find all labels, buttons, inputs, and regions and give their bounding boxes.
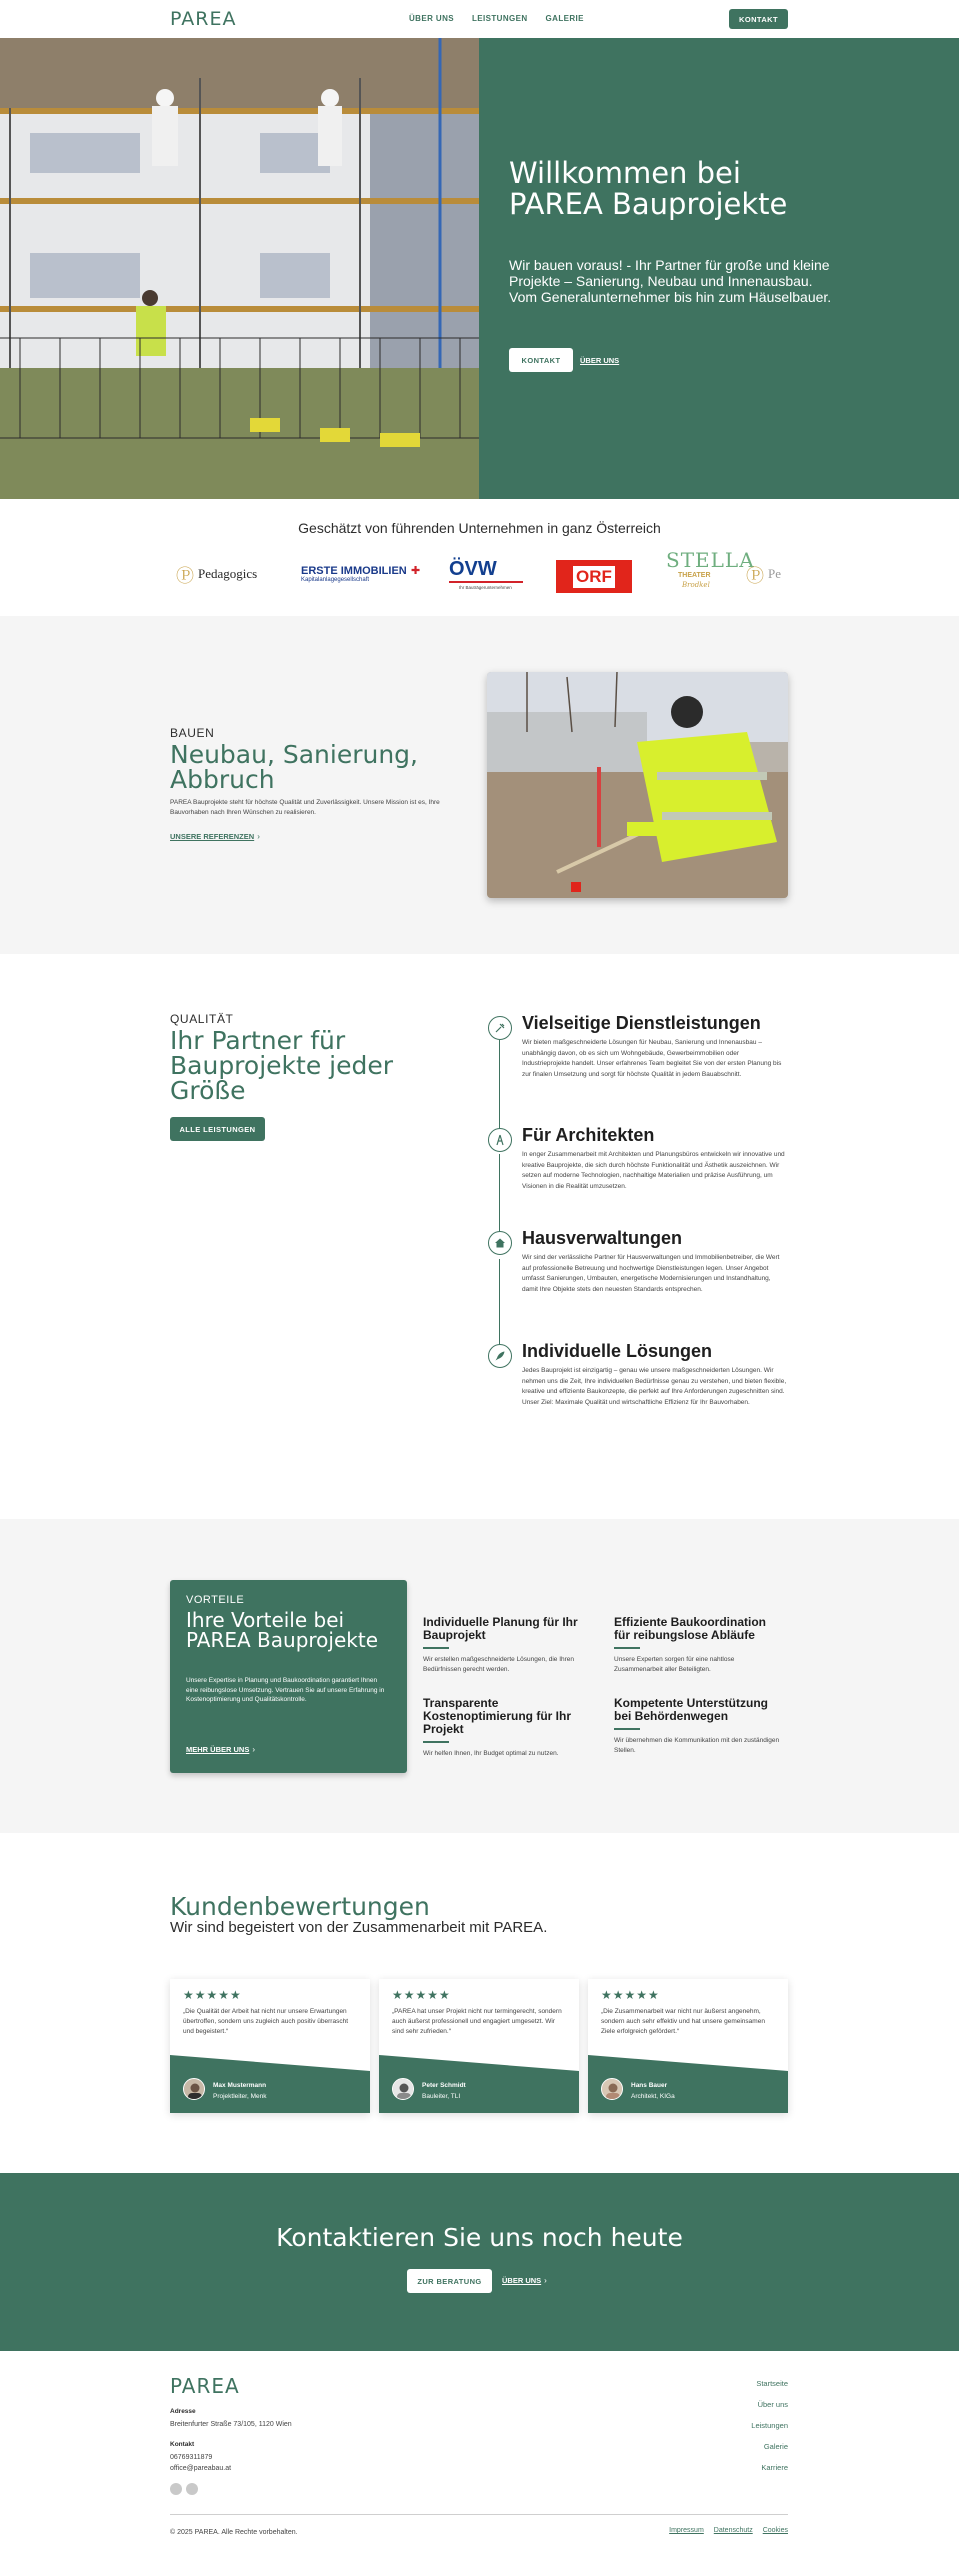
stella-subline: THEATER (678, 572, 711, 579)
stella-script: Brodkel (682, 581, 710, 589)
partner-logo-strip (170, 545, 788, 605)
nav-kontakt-button[interactable]: KONTAKT (729, 9, 788, 29)
vorteil-text: Wir erstellen maßgeschneiderte Lösungen, die Ihren Bedürfnissen gerecht werden. (423, 1656, 575, 1673)
instagram-icon[interactable] (186, 2483, 198, 2495)
zur-beratung-button[interactable]: ZUR BERATUNG (407, 2269, 492, 2293)
review-text: „Die Zusammenarbeit war nicht nur äußerst angenehm, sondern auch sehr effektiv und hat unsere gemeinsamen Ziele erfolgreich gefördert.“ (601, 2008, 765, 2035)
vorteile-text: Unsere Expertise in Planung und Baukoordination garantiert Ihnen eine reibungslose Umsetzung. Vertrauen Sie auf unsere Erfahrung in Kostenoptimierung und Qualitätskontrolle. (186, 1677, 385, 1703)
pedagogics-mark-icon: Ⓟ (746, 566, 764, 587)
timeline-item (488, 1341, 788, 1451)
hero-ueber-uns-link[interactable]: ÜBER UNS (580, 356, 620, 365)
timeline-item (488, 1013, 788, 1113)
hero-image-scaffolding (0, 38, 479, 499)
bauen-eyebrow: BAUEN (170, 726, 215, 740)
hero-title: Willkommen bei PAREA Bauprojekte (509, 156, 788, 221)
timeline-text: Wir sind der verlässliche Partner für Hausverwaltungen und Immobilienbetreiber, die Wert auf professionelle Betreuung und hochwertige Dienstleistungen legen. Unser Angebot umfasst Sanierungen, Umbauten, energetische Modernisierungen und Instandhaltung, damit Ihre Objekte stets den neuesten Standards entsprechen. (522, 1254, 780, 1293)
cta-ueber-uns-label: ÜBER UNS (502, 2276, 542, 2285)
footer-copyright: © 2025 PAREA. Alle Rechte vorbehalten. (170, 2529, 298, 2536)
footer-address-label: Adresse (170, 2408, 196, 2415)
footer-divider (170, 2514, 788, 2515)
footer-legal-links (669, 2527, 788, 2534)
mehr-ueber-uns-label: MEHR ÜBER UNS (186, 1745, 250, 1754)
home-icon (488, 1231, 512, 1255)
footer-social-icons (170, 2483, 198, 2495)
timeline-text: Wir bieten maßgeschneiderte Lösungen für Neubau, Sanierung und Innenausbau – unabhängig davon, ob es sich um Wohngebäude, Gewerbeimmobilien oder Industrieprojekte handelt. Unser erfahrenes Team begleitet Sie von der ersten Planung bis zur finalen Umsetzung und sorgt für höchste Qualität in jedem Bauabschnitt. (522, 1039, 782, 1078)
pedagogics-wordmark: Pedagogics (198, 566, 258, 581)
timeline-item (488, 1228, 788, 1328)
bauen-section (0, 616, 959, 954)
chevron-right-icon: › (257, 832, 260, 841)
review-text: „Die Qualität der Arbeit hat nicht nur unsere Erwartungen übertroffen, sondern uns zugleich auch positiv überrascht und begeistert.“ (183, 2008, 349, 2035)
vorteil-text: Wir übernehmen die Kommunikation mit den zuständigen Stellen. (614, 1737, 780, 1754)
vorteil-item (423, 1697, 593, 1759)
vorteil-text: Unsere Experten sorgen für eine nahtlose Zusammenarbeit aller Beteiligten. (614, 1656, 735, 1673)
footer-phone[interactable]: 06769311879 (170, 2454, 213, 2461)
erste-cross-icon: ✚ (411, 565, 421, 577)
review-card (170, 1979, 370, 2113)
footer-nav-galerie[interactable]: Galerie (763, 2442, 788, 2451)
qualitaet-eyebrow: QUALITÄT (170, 1012, 234, 1026)
stella-wordmark: STELLA (666, 548, 755, 572)
compass-icon (488, 1128, 512, 1152)
bauen-text: PAREA Bauprojekte steht für höchste Qualität und Zuverlässigkeit. Unsere Mission ist es, Ihre Bauvorhaben nach Ihren Wünschen zu realisieren. (170, 799, 440, 816)
vorteil-accent-bar (423, 1647, 449, 1649)
reviews-title: Kundenbewertungen (170, 1892, 430, 1921)
alle-leistungen-button[interactable]: ALLE LEISTUNGEN (170, 1117, 265, 1141)
vorteil-title: Individuelle Planung für Ihr Bauprojekt (423, 1615, 578, 1642)
bauen-image-surveyor (487, 672, 788, 898)
cta-title: Kontaktieren Sie uns noch heute (276, 2223, 683, 2252)
logo-erste-immobilien (301, 565, 421, 589)
nav-links (409, 14, 584, 23)
review-card (379, 1979, 579, 2113)
star-rating-icon: ★★★★★ (601, 1988, 660, 2002)
vorteile-section (0, 1519, 959, 1833)
bauen-referenzen-link[interactable] (170, 832, 260, 841)
qualitaet-title: Ihr Partner für Bauprojekte jeder Größe (170, 1026, 393, 1105)
facebook-icon[interactable] (170, 2483, 182, 2495)
erste-wordmark: ERSTE IMMOBILIEN (301, 565, 407, 577)
hero-kontakt-button[interactable]: KONTAKT (509, 348, 573, 372)
footer-nav-ueber-uns[interactable]: Über uns (757, 2400, 788, 2409)
hero-text: Wir bauen voraus! - Ihr Partner für große und kleine Projekte – Sanierung, Neubau und Innenausbau. Vom Generalunternehmer bis hin zum Häuselbauer. (509, 257, 832, 305)
chevron-right-icon: › (252, 1745, 256, 1754)
reviewer-role: Projektleiter, Menk (213, 2093, 267, 2100)
vorteile-title: Ihre Vorteile bei PAREA Bauprojekte (186, 1608, 378, 1652)
reviewer-name: Hans Bauer (631, 2082, 668, 2089)
timeline-title: Individuelle Lösungen (522, 1341, 713, 1361)
orf-wordmark: ORF (573, 566, 615, 588)
vorteil-item (614, 1697, 784, 1756)
footer-address: Breitenfurter Straße 73/105, 1120 Wien (170, 2421, 292, 2428)
logo-orf (556, 560, 632, 593)
vorteil-item (423, 1616, 593, 1675)
footer-contact-label: Kontakt (170, 2441, 195, 2448)
logo-pedagogics-repeat (746, 562, 788, 586)
vorteile-eyebrow: VORTEILE (186, 1594, 245, 1606)
vorteil-title: Transparente Kostenoptimierung für Ihr Projekt (423, 1696, 571, 1736)
star-rating-icon: ★★★★★ (183, 1988, 242, 2002)
timeline-title: Für Architekten (522, 1125, 655, 1145)
footer-nav-leistungen[interactable]: Leistungen (751, 2421, 788, 2430)
review-card (588, 1979, 788, 2113)
bauen-title: Neubau, Sanierung, Abbruch (170, 740, 418, 794)
timeline-text: In enger Zusammenarbeit mit Architekten und Planungsbüros entwickeln wir innovative und kreative Bauprojekte, die sich durch höchste Funktionalität und Ästhetik auszeichnen. Wir setzen auf moderne Technologien, nachhaltige Materialien und präzise Ausführung, um Visionen in die Realität umzusetzen. (522, 1151, 785, 1190)
trust-title: Geschätzt von führenden Unternehmen in ganz Österreich (298, 520, 661, 536)
timeline-text: Jedes Bauprojekt ist einzigartig – genau wie unsere maßgeschneiderten Lösungen. Wir nehmen uns die Zeit, Ihre individuellen Bedürfnisse genau zu verstehen, und bieten flexible, kreative und effiziente Baukonzepte, die perfekt auf Ihre Anforderungen zugeschnitten sind. Unser Ziel: Maximale Qualität und wirtschaftliche Effizienz für Ihr Bauvorhaben. (522, 1367, 787, 1406)
vorteil-title: Kompetente Unterstützung bei Behördenwegen (614, 1696, 768, 1723)
reviewer-name: Max Mustermann (213, 2082, 267, 2089)
top-navbar (0, 0, 959, 38)
avatar (392, 2078, 414, 2100)
vorteil-item (614, 1616, 784, 1675)
reviewer-role: Architekt, KIGa (631, 2093, 675, 2100)
logo-pedagogics (176, 562, 271, 586)
vorteil-text: Wir helfen Ihnen, Ihr Budget optimal zu nutzen. (423, 1750, 559, 1757)
logo-stella-theater (664, 548, 755, 602)
impressum-link[interactable]: Impressum (669, 2527, 704, 2534)
timeline-title: Hausverwaltungen (522, 1228, 683, 1248)
rocket-icon (488, 1344, 512, 1368)
cta-section (0, 2173, 959, 2351)
datenschutz-link[interactable]: Datenschutz (713, 2527, 753, 2534)
brand-logo[interactable]: PAREA (170, 8, 237, 30)
erste-subline: Kapitalanlagegesellschaft (301, 577, 370, 583)
reviews-subtitle: Wir sind begeistert von der Zusammenarbeit mit PAREA. (170, 1919, 548, 1936)
timeline-title: Vielseitige Dienstleistungen (522, 1013, 761, 1033)
vorteil-accent-bar (614, 1647, 640, 1649)
footer-logo[interactable]: PAREA (170, 2374, 240, 2398)
cta-ueber-uns-link[interactable] (502, 2276, 547, 2285)
footer-email[interactable]: office@pareabau.at (170, 2465, 232, 2472)
review-text: „PAREA hat unser Projekt nicht nur termingerecht, sondern auch äußerst professionell und engagiert umgesetzt. Wir sind sehr zufrieden.“ (392, 2008, 562, 2035)
nav-link-leistungen[interactable]: LEISTUNGEN (471, 14, 528, 23)
nav-link-ueber-uns[interactable]: ÜBER UNS (409, 14, 454, 23)
tools-icon (488, 1016, 512, 1040)
timeline-item (488, 1125, 788, 1225)
star-rating-icon: ★★★★★ (392, 1988, 451, 2002)
chevron-right-icon: › (544, 2276, 547, 2285)
avatar (183, 2078, 205, 2100)
cookies-link[interactable]: Cookies (762, 2527, 788, 2534)
reviewer-name: Peter Schmidt (422, 2082, 466, 2089)
logo-oevw (449, 558, 527, 592)
hero-section (0, 38, 959, 499)
nav-link-galerie[interactable]: GALERIE (545, 14, 584, 23)
pedagogics-mark-icon: Ⓟ (176, 566, 194, 587)
pedagogics-wordmark-partial: Pe (768, 566, 781, 581)
oevw-subline: Ihr Bauträgerunternehmen (459, 585, 512, 590)
footer-nav-startseite[interactable]: Startseite (756, 2379, 788, 2388)
vorteil-title: Effiziente Baukoordination für reibungslose Abläufe (614, 1615, 767, 1642)
bauen-referenzen-label: UNSERE REFERENZEN (170, 832, 255, 841)
mehr-ueber-uns-link[interactable] (186, 1745, 255, 1754)
vorteil-accent-bar (423, 1741, 449, 1743)
vorteil-accent-bar (614, 1728, 640, 1730)
reviewer-role: Bauleiter, TLI (422, 2093, 461, 2100)
oevw-wordmark: ÖVW (449, 558, 497, 580)
footer-nav-karriere[interactable]: Karriere (761, 2463, 788, 2472)
avatar (601, 2078, 623, 2100)
vorteile-card (170, 1580, 407, 1773)
oevw-underline (449, 581, 523, 583)
